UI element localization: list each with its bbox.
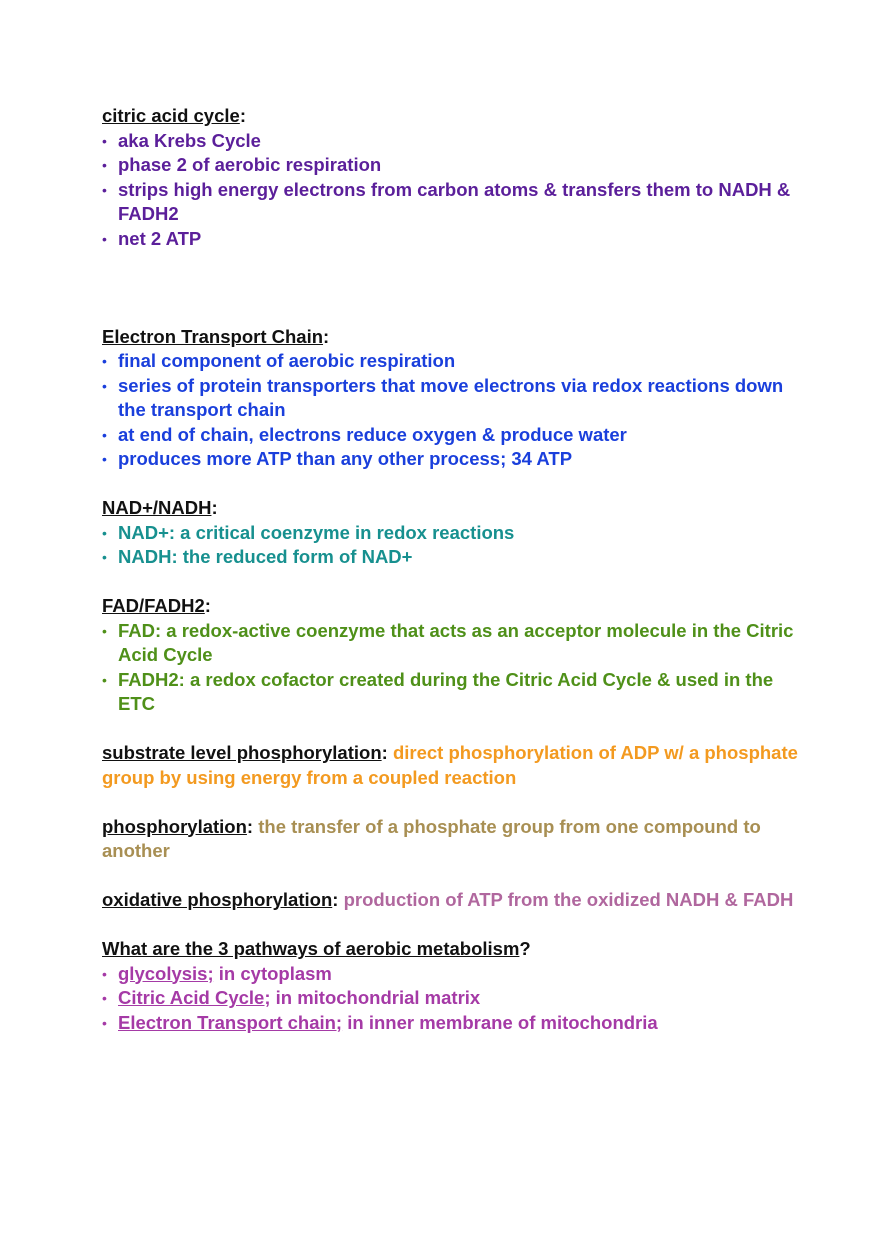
fad-section	[102, 594, 802, 717]
bullet-icon: •	[102, 132, 107, 149]
oxidative-phosphorylation-definition: oxidative phosphorylation: production of ATP from the oxidized NADH & FADH	[102, 889, 794, 910]
fad-list	[102, 619, 802, 717]
bullet-icon: •	[102, 671, 107, 688]
pathways-list	[102, 962, 802, 1036]
pathway-name: Citric Acid Cycle;	[118, 987, 271, 1008]
list-item	[102, 1011, 802, 1036]
nad-list	[102, 521, 802, 570]
bullet-icon: •	[102, 990, 107, 1006]
citric-acid-cycle-section	[102, 104, 802, 251]
oxidative-definition-text: production of ATP from the oxidized NADH & FADH	[343, 889, 794, 910]
pathways-question: What are the 3 pathways of aerobic metabolism?	[102, 938, 531, 959]
substrate-phosphorylation-definition: substrate level phosphorylation: direct phosphorylation of ADP w/ a phosphate group by using energy from a coupled reaction	[102, 742, 798, 788]
oxidative-term: oxidative phosphorylation	[102, 889, 333, 910]
list-item: • NADH: the reduced form of NAD+	[102, 545, 802, 570]
list-item	[102, 962, 802, 987]
list-item	[102, 986, 802, 1011]
list-item: • strips high energy electrons from carbon atoms & transfers them to NADH & FADH2	[102, 178, 791, 224]
citric-acid-cycle-list	[102, 129, 802, 252]
nad-section	[102, 496, 802, 570]
list-item: • at end of chain, electrons reduce oxygen & produce water	[102, 423, 802, 448]
bullet-icon: •	[102, 377, 107, 394]
list-item: • aka Krebs Cycle	[102, 129, 802, 154]
notes-page	[102, 104, 802, 1035]
list-item: • NAD+: a critical coenzyme in redox reactions	[102, 521, 802, 546]
bullet-icon: •	[102, 965, 107, 982]
bullet-icon: •	[102, 230, 107, 247]
bullet-icon: •	[102, 353, 107, 369]
list-item: • produces more ATP than any other process; 34 ATP	[102, 447, 802, 472]
substrate-term: substrate level phosphorylation	[102, 742, 382, 763]
bullet-icon: •	[102, 622, 107, 639]
fad-heading: FAD/FADH2:	[102, 595, 211, 616]
pathway-name: Electron Transport chain;	[118, 1011, 343, 1033]
list-item: • series of protein transporters that move electrons via redox reactions down the transport chain	[102, 374, 784, 420]
citric-acid-cycle-heading: citric acid cycle:	[102, 105, 246, 126]
substrate-definition-text: direct phosphorylation of ADP w/ a phosphate group by using energy from a coupled reaction	[102, 742, 798, 788]
list-item: • net 2 ATP	[102, 227, 802, 252]
bullet-icon: •	[102, 451, 107, 467]
phosphorylation-term: phosphorylation	[102, 815, 247, 837]
nad-heading: NAD+/NADH:	[102, 497, 218, 518]
bullet-icon: •	[102, 181, 107, 198]
bullet-icon: •	[102, 1014, 107, 1031]
pathway-name: glycolysis;	[118, 962, 214, 984]
list-item: • phase 2 of aerobic respiration	[102, 153, 802, 178]
etc-list	[102, 349, 802, 472]
bullet-icon: •	[102, 426, 107, 443]
bullet-icon: •	[102, 157, 107, 173]
etc-section	[102, 325, 802, 472]
pathway-location: in mitochondrial matrix	[270, 987, 481, 1008]
pathway-location: in cytoplasm	[213, 962, 332, 984]
pathways-section	[102, 937, 802, 1035]
list-item: • FADH2: a redox cofactor created during the Citric Acid Cycle & used in the ETC	[102, 668, 774, 714]
pathway-location: in inner membrane of mitochondria	[342, 1011, 658, 1033]
list-item: • FAD: a redox-active coenzyme that acts as an acceptor molecule in the Citric Acid Cycle	[102, 619, 794, 665]
bullet-icon: •	[102, 524, 107, 541]
etc-heading: Electron Transport Chain:	[102, 325, 330, 347]
phosphorylation-definition-text: the transfer of a phosphate group from one compound to another	[102, 815, 761, 861]
bullet-icon: •	[102, 549, 107, 565]
list-item: • final component of aerobic respiration	[102, 349, 802, 374]
phosphorylation-definition: phosphorylation: the transfer of a phosphate group from one compound to another	[102, 815, 761, 861]
